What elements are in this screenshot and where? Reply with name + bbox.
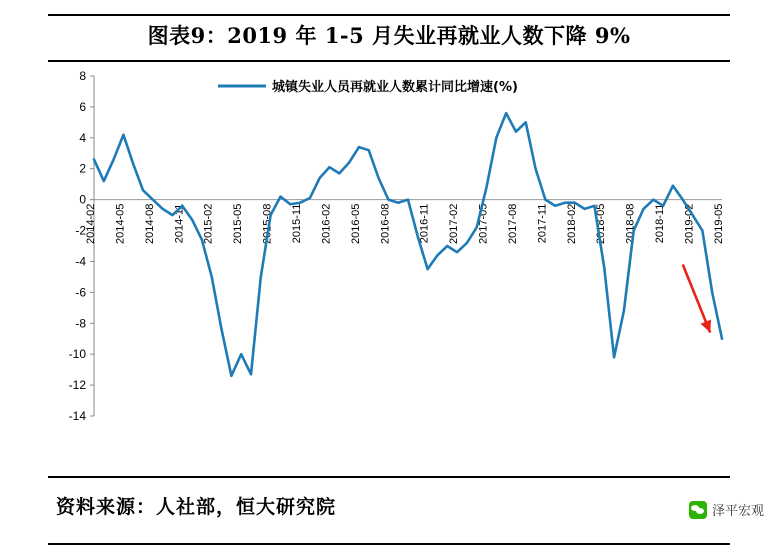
chart-plot-area xyxy=(48,64,730,472)
line-chart-svg xyxy=(48,64,730,472)
svg-text:2019-05: 2019-05 xyxy=(712,203,725,245)
svg-text:2016-08: 2016-08 xyxy=(379,203,392,245)
source-note: 资料来源：人社部，恒大研究院 xyxy=(56,496,337,518)
svg-text:2017-08: 2017-08 xyxy=(506,203,519,245)
svg-text:2015-11: 2015-11 xyxy=(291,203,304,244)
svg-text:2017-02: 2017-02 xyxy=(448,203,461,245)
divider-bottom xyxy=(48,543,730,545)
svg-text:2018-11: 2018-11 xyxy=(654,203,667,244)
svg-text:2017-05: 2017-05 xyxy=(477,203,490,245)
svg-text:2018-08: 2018-08 xyxy=(624,203,637,245)
svg-text:6: 6 xyxy=(79,99,86,114)
chart-x-tick-labels xyxy=(85,204,725,244)
svg-text:2019-02: 2019-02 xyxy=(683,203,696,245)
svg-text:2015-08: 2015-08 xyxy=(261,203,274,245)
svg-text:-6: -6 xyxy=(75,285,86,300)
wechat-icon xyxy=(689,501,707,519)
page-title: 图表9：2019 年 1-5 月失业再就业人数下降 9% xyxy=(147,23,631,48)
svg-text:2014-11: 2014-11 xyxy=(173,203,186,244)
svg-text:2014-08: 2014-08 xyxy=(143,203,156,245)
divider-above-source xyxy=(48,476,730,478)
divider-under-title xyxy=(48,60,730,62)
svg-text:0: 0 xyxy=(79,192,86,207)
svg-text:2014-05: 2014-05 xyxy=(114,203,127,245)
svg-text:-8: -8 xyxy=(75,316,86,331)
svg-text:8: 8 xyxy=(79,69,86,83)
svg-text:2015-05: 2015-05 xyxy=(232,203,245,245)
chart-axes xyxy=(94,76,722,416)
svg-text:2: 2 xyxy=(79,161,86,176)
chart-legend xyxy=(218,79,518,95)
svg-text:2016-11: 2016-11 xyxy=(418,203,431,244)
svg-text:2018-02: 2018-02 xyxy=(565,203,578,245)
svg-text:-10: -10 xyxy=(68,347,86,362)
svg-text:2014-02: 2014-02 xyxy=(84,203,97,245)
svg-text:2016-05: 2016-05 xyxy=(349,203,362,245)
svg-text:2015-02: 2015-02 xyxy=(202,203,215,245)
svg-text:2017-11: 2017-11 xyxy=(536,203,549,244)
svg-text:-4: -4 xyxy=(75,254,86,269)
chart-annotations xyxy=(683,265,711,333)
chart-y-tick-labels xyxy=(69,69,94,423)
svg-text:-12: -12 xyxy=(68,378,86,393)
legend-label: 城镇失业人员再就业人数累计同比增速(%) xyxy=(272,80,518,95)
svg-text:4: 4 xyxy=(79,130,86,145)
svg-text:2018-05: 2018-05 xyxy=(595,203,608,245)
svg-text:-14: -14 xyxy=(68,409,86,423)
watermark-badge xyxy=(689,500,764,519)
divider-top xyxy=(48,14,730,16)
svg-text:2016-02: 2016-02 xyxy=(320,203,333,245)
svg-text:-2: -2 xyxy=(75,223,86,238)
watermark-label: 泽平宏观 xyxy=(711,504,764,519)
